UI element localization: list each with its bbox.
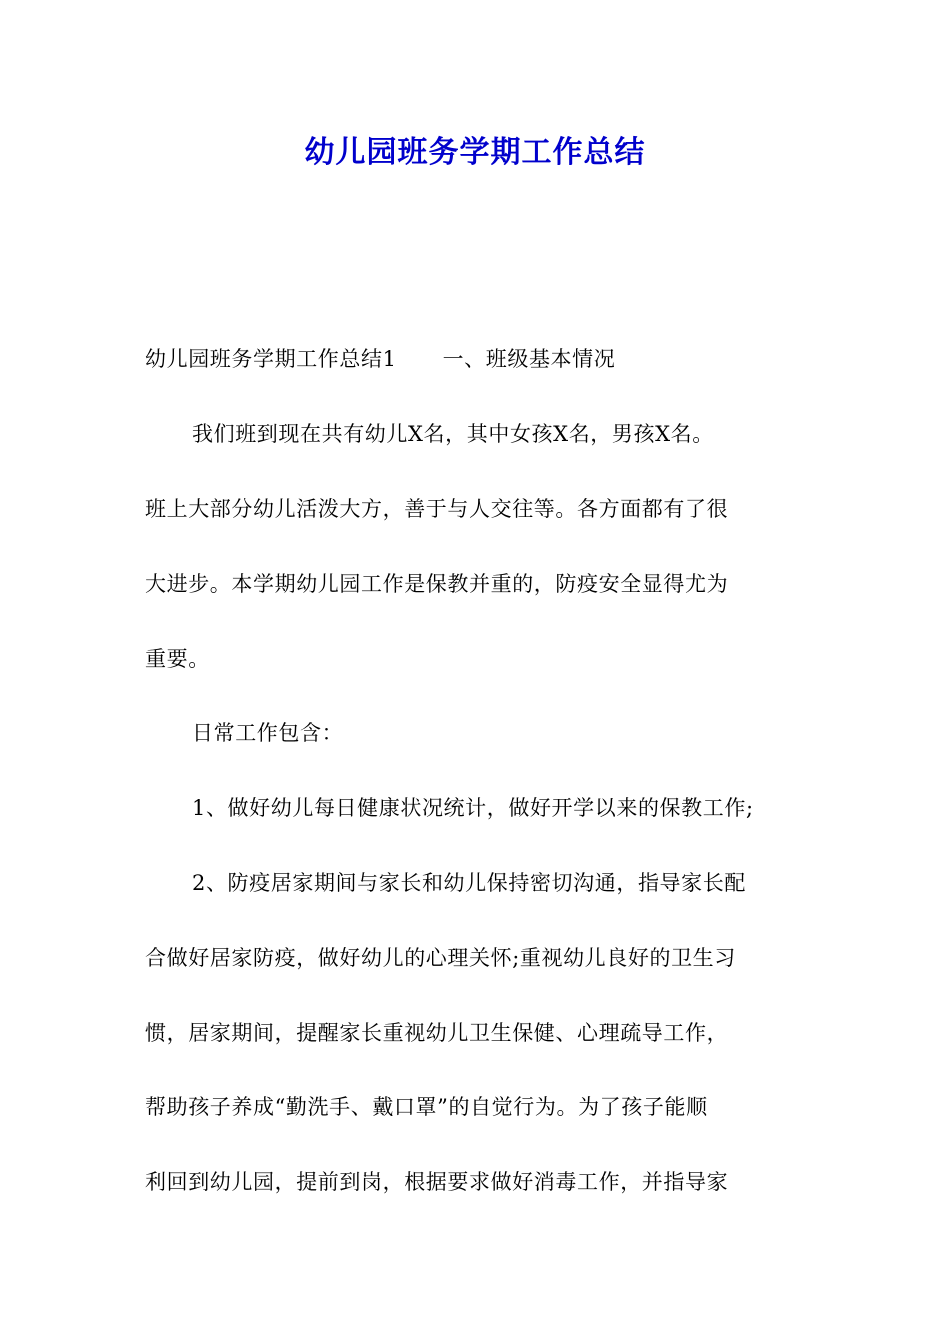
document-title: 幼儿园班务学期工作总结 [304, 135, 646, 170]
paragraph-line: 重要。 [145, 647, 210, 671]
section-heading: 一、班级基本情况 [442, 347, 616, 371]
list-item-line: 2、防疫居家期间与家长和幼儿保持密切沟通，指导家长配 [192, 871, 746, 895]
paragraph-line: 大进步。本学期幼儿园工作是保教并重的，防疫安全显得尤为 [145, 572, 729, 596]
summary-heading: 幼儿园班务学期工作总结1 [145, 347, 397, 371]
paragraph-line: 惯，居家期间，提醒家长重视幼儿卫生保健、心理疏导工作， [145, 1021, 729, 1045]
paragraph-line: 日常工作包含： [192, 721, 344, 745]
paragraph-line: 合做好居家防疫，做好幼儿的心理关怀;重视幼儿良好的卫生习 [145, 946, 736, 970]
paragraph-line: 班上大部分幼儿活泼大方，善于与人交往等。各方面都有了很 [145, 497, 729, 521]
paragraph-line: 帮助孩子养成“勤洗手、戴口罩”的自觉行为。为了孩子能顺 [145, 1095, 708, 1119]
section-heading-line [145, 344, 615, 374]
paragraph-line: 利回到幼儿园，提前到岗，根据要求做好消毒工作，并指导家 [145, 1170, 729, 1194]
paragraph-line: 我们班到现在共有幼儿X名，其中女孩X名，男孩X名。 [192, 422, 714, 446]
list-item-line: 1、做好幼儿每日健康状况统计，做好开学以来的保教工作; [192, 796, 754, 820]
